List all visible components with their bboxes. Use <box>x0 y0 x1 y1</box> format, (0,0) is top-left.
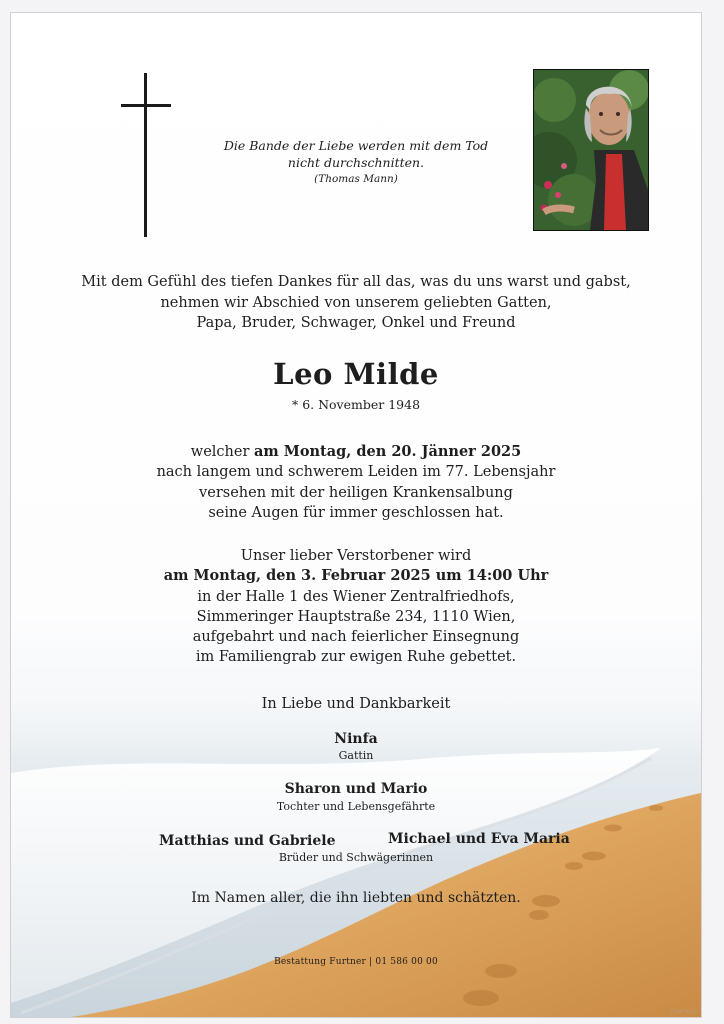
death-lead: welcher <box>190 444 254 460</box>
intro-line-2: nehmen wir Abschied von unserem geliebten Gatten, <box>160 294 552 311</box>
intro-text <box>11 272 701 334</box>
children-names: Sharon und Mario <box>284 781 428 797</box>
death-date: am Montag, den 20. Jänner 2025 <box>254 443 522 460</box>
spouse-name: Ninfa <box>334 731 378 747</box>
funeral-notice <box>11 546 701 668</box>
mourners-heading: In Liebe und Dankbarkeit <box>261 696 451 712</box>
quote-line-2: nicht durchschnitten. <box>287 155 425 170</box>
intro-line-3: Papa, Bruder, Schwager, Onkel und Freund <box>196 315 516 331</box>
death-line-1 <box>11 442 701 462</box>
funeral-datetime: am Montag, den 3. Februar 2025 um 14:00 Uhr <box>163 567 549 585</box>
form-code: C-EF 9262 <box>671 1009 698 1015</box>
funeral-home-footer: Bestattung Furtner | 01 586 00 00 <box>274 957 438 967</box>
death-line-3: versehen mit der heiligen Krankensalbung <box>199 484 513 501</box>
birth-date: * 6. November 1948 <box>291 397 421 412</box>
portrait-photo <box>533 69 649 231</box>
intro-line-1: Mit dem Gefühl des tiefen Dankes für all das, was du uns warst und gabst, <box>81 274 631 290</box>
funeral-line-6: im Familiengrab zur ewigen Ruhe gebettet. <box>195 649 517 666</box>
closing-line: Im Namen aller, die ihn liebten und schätzten. <box>191 890 521 906</box>
quote-block <box>206 137 506 188</box>
funeral-line-5: aufgebahrt und nach feierlicher Einsegnung <box>192 629 520 646</box>
death-line-4: seine Augen für immer geschlossen hat. <box>208 504 504 521</box>
obituary-sheet <box>10 12 702 1018</box>
death-line-2: nach langem und schwerem Leiden im 77. Lebensjahr <box>156 464 556 481</box>
quote-author: (Thomas Mann) <box>314 173 398 185</box>
siblings-relation: Brüder und Schwägerinnen <box>278 851 434 864</box>
spouse-relation: Gattin <box>338 749 374 762</box>
funeral-line-3: in der Halle 1 des Wiener Zentralfriedhofs, <box>197 588 515 605</box>
cross-icon <box>119 73 175 237</box>
quote-line-1: Die Bande der Liebe werden mit dem Tod <box>223 138 489 153</box>
sibling-1-names: Matthias und Gabriele <box>159 833 336 849</box>
funeral-line-1: Unser lieber Verstorbener wird <box>240 548 472 564</box>
children-relation: Tochter und Lebensgefährte <box>276 800 436 813</box>
death-notice <box>11 442 701 523</box>
sibling-2-names: Michael und Eva Maria <box>388 831 570 847</box>
funeral-line-4: Simmeringer Hauptstraße 234, 1110 Wien, <box>196 608 516 625</box>
deceased-name: Leo Milde <box>273 357 439 391</box>
